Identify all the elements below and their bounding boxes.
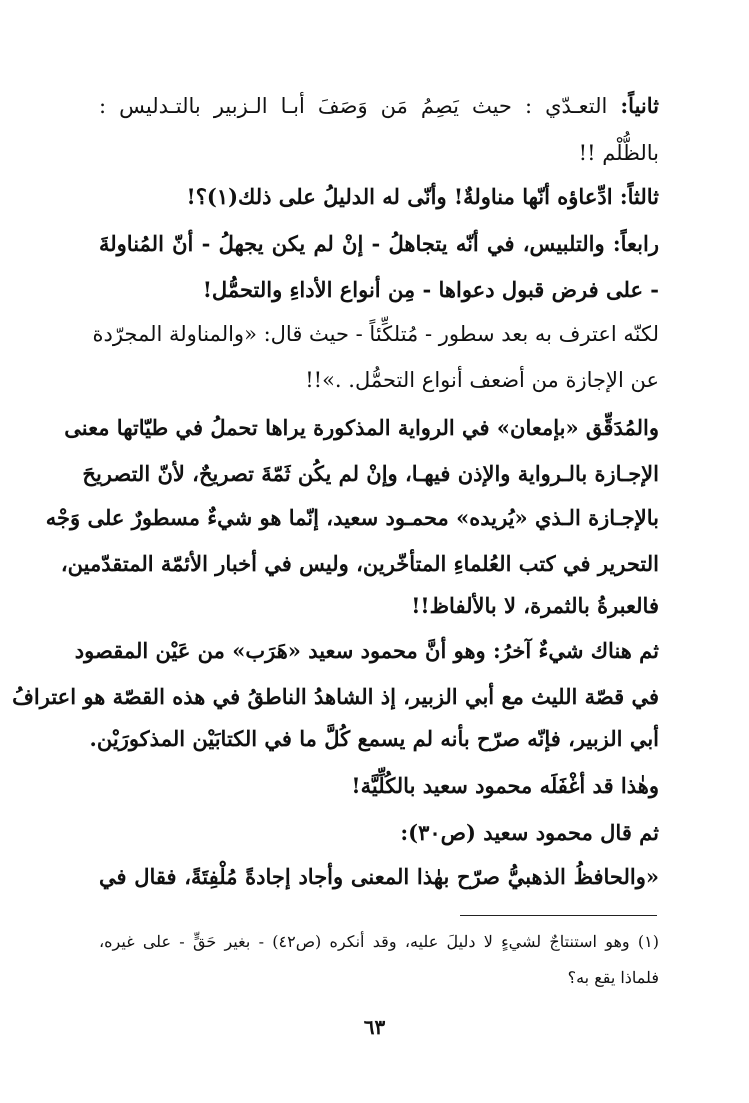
line-text: الإجـازة بالـرواية والإذن فيهـا، وإنْ لم يكُن ثَمّةَ تصريحٌ، لأنّ التصريحَ <box>82 461 659 486</box>
paragraph-lead: ثانياً: <box>620 93 659 118</box>
text-line <box>99 775 659 797</box>
page-number: ٦٣ <box>363 1015 386 1039</box>
footnote-text: (١) وهو استنتاجٌ لشيءٍ لا دليلَ عليه، وقد أنكره (ص٤٢) - بغير حَقٍّ - على غيره، <box>99 932 660 951</box>
paragraph-lead: رابعاً: <box>612 231 659 256</box>
text-line <box>45 505 659 530</box>
line-text: ثم قال محمود سعيد (ص٣٠): <box>400 820 659 845</box>
text-line <box>82 461 659 486</box>
text-line <box>99 143 659 164</box>
text-line <box>99 370 659 391</box>
text-line <box>64 415 659 440</box>
footnote-line <box>99 970 659 986</box>
line-text: فالعبرةُ بالثمرة، لا بالألفاظ!! <box>411 593 659 618</box>
paragraph-lead: ثالثاً: <box>619 184 659 209</box>
text-line <box>99 186 659 208</box>
line-text: بالظُّلْم !! <box>578 141 659 165</box>
line-text: التحرير في كتب العُلماءِ المتأخّرين، وليس في أخبار الأئمّة المتقدّمين، <box>60 551 659 576</box>
text-line <box>74 638 659 663</box>
text-line <box>99 822 659 844</box>
footnote-divider <box>460 915 657 916</box>
line-text: أبي الزبير، فإنّه صرّح بأنه لم يسمع كُلَّ ما في الكتابَيْن المذكورَيْن. <box>89 726 659 751</box>
text-line <box>99 595 659 617</box>
line-text: - على فرض قبول دعواها - مِن أنواع الأداءِ والتحمُّل! <box>202 277 659 302</box>
text-line <box>92 322 659 346</box>
line-text: ثم هناك شيءٌ آخرُ: وهو أنَّ محمود سعيد «هَرَب» من عَيْن المقصود <box>74 638 659 663</box>
text-line <box>99 866 659 888</box>
text-line <box>60 551 659 576</box>
line-text: لكنّه اعترف به بعد سطور - مُتلكِّئاً - حيث قال: «والمناولة المجرّدة <box>92 322 659 346</box>
line-text: والتلبيس، في أنّه يتجاهلُ - إنْ لم يكن يجهلُ - أنّ المُناولةَ <box>99 231 613 256</box>
line-text: عن الإجازة من أضعف أنواع التحمُّل. .»!! <box>305 368 659 392</box>
line-text: التعـدّي : حيث يَصِمُ مَن وَصَفَ أبـا الـزبير بالتـدليس : <box>99 94 621 118</box>
text-line <box>99 95 659 117</box>
text-line <box>12 684 659 709</box>
line-text: في قصّة الليث مع أبي الزبير، إذ الشاهدُ الناطقُ في هذه القصّة هو اعترافُ <box>12 684 659 709</box>
line-text: ادِّعاؤه أنّها مناولةٌ! وأنّى له الدليلُ على ذلك(١)؟! <box>186 184 620 209</box>
text-line <box>89 726 659 751</box>
text-line <box>99 279 659 301</box>
footnote-line <box>99 934 659 950</box>
line-text: «والحافظُ الذهبيُّ صرّح بهٰذا المعنى وأجاد إجادةً مُلْفِتَةً، فقال في <box>99 864 659 889</box>
footnote-text: فلماذا يقع به؟ <box>567 968 659 987</box>
line-text: وهٰذا قد أغْفَلَه محمود سعيد بالكُلِّيَّة! <box>351 773 659 798</box>
line-text: والمُدَقِّق «بإمعان» في الرواية المذكورة يراها تحملُ في طيّاتها معنى <box>64 415 659 440</box>
line-text: بالإجـازة الـذي «يُريده» محمـود سعيد، إنّما هو شيءٌ مسطورٌ على وَجْه <box>45 505 659 530</box>
text-line <box>99 233 659 255</box>
